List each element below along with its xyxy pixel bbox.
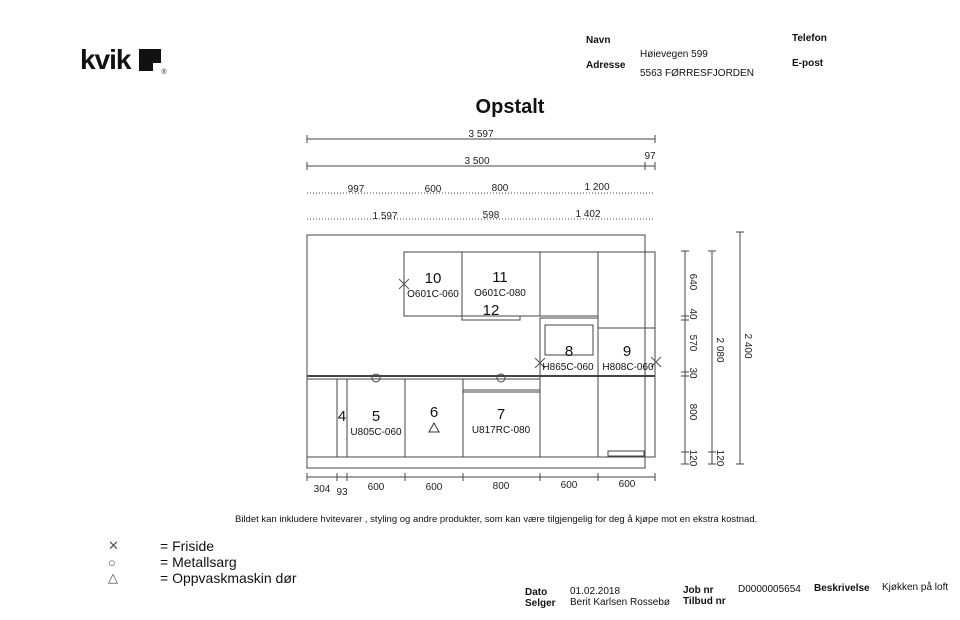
legend-label-metallsarg: = Metallsarg — [160, 554, 237, 570]
cabinet-10-number: 10 — [424, 270, 442, 287]
disclaimer-text: Bildet kan inkludere hvitevarer , styling og andre produkter, som kan være tilgjengelig for deg å kjøpe mot en ekstra kostnad. — [235, 514, 758, 525]
legend-label-friside: = Friside — [160, 538, 215, 554]
cabinet-9-code: H808C-060 — [602, 362, 654, 373]
circle-icon: ○ — [108, 554, 116, 570]
address-label: Adresse — [586, 60, 626, 71]
cabinet-11-number: 11 — [492, 269, 508, 286]
dim-97: 97 — [644, 151, 656, 162]
dim-right-30: 30 — [687, 367, 698, 379]
dim-1597: 1 597 — [372, 211, 398, 222]
date-label: Dato — [525, 587, 548, 598]
cabinet-11-code: O601C-080 — [474, 288, 526, 299]
cabinet-12-number: 12 — [482, 302, 500, 319]
dim-bottom-600c: 600 — [560, 480, 578, 491]
job-value: D0000005654 — [738, 584, 801, 595]
dim-1402: 1 402 — [575, 209, 601, 220]
cabinet-5-code: U805C-060 — [350, 427, 402, 438]
name-label: Navn — [586, 35, 611, 46]
dim-bottom-600a: 600 — [367, 482, 385, 493]
cabinet-5-number: 5 — [371, 408, 381, 425]
dim-600: 600 — [424, 184, 442, 195]
dim-bottom-800: 800 — [492, 481, 510, 492]
dim-598: 598 — [482, 210, 500, 221]
dim-right-640: 640 — [687, 273, 698, 291]
description-value: Kjøkken på loft — [882, 582, 949, 593]
seller-label: Selger — [525, 598, 556, 609]
logo-registered: ® — [161, 69, 166, 76]
address-line2: 5563 FØRRESFJORDEN — [640, 68, 754, 79]
dim-997: 997 — [347, 184, 365, 195]
legend-item-friside — [108, 538, 297, 554]
cabinet-6-number: 6 — [429, 404, 439, 421]
cross-icon: ✕ — [108, 538, 119, 553]
dim-800: 800 — [491, 183, 509, 194]
offer-label: Tilbud nr — [683, 596, 726, 607]
dim-right-2080: 2 080 — [714, 337, 725, 363]
dim-right-570: 570 — [687, 334, 698, 352]
page-title: Opstalt — [475, 96, 545, 118]
phone-label: Telefon — [792, 33, 827, 44]
cabinet-8-code: H865C-060 — [542, 362, 594, 373]
email-label: E-post — [792, 58, 824, 69]
legend-label-oppvaskmaskin: = Oppvaskmaskin dør — [160, 570, 297, 586]
dishwasher-triangle-icon — [429, 423, 439, 432]
dim-bottom-304: 304 — [313, 484, 331, 495]
dim-right-120: 120 — [687, 449, 698, 467]
dim-bottom-600d: 600 — [618, 479, 636, 490]
date-value: 01.02.2018 — [570, 586, 621, 597]
dim-bottom-93: 93 — [336, 487, 348, 498]
dim-right-2400: 2 400 — [742, 333, 753, 359]
dim-bottom-600b: 600 — [425, 482, 443, 493]
legend-item-metallsarg — [108, 554, 297, 570]
job-label: Job nr — [683, 585, 714, 596]
dim-right-40: 40 — [687, 308, 698, 320]
dim-1200: 1 200 — [584, 182, 610, 193]
address-line1: Høievegen 599 — [640, 49, 708, 60]
legend — [108, 538, 297, 586]
cabinet-7-number: 7 — [496, 406, 506, 423]
cabinet-7-code: U817RC-080 — [471, 425, 531, 436]
dim-3500: 3 500 — [464, 156, 490, 167]
cabinet-8-number: 8 — [564, 343, 574, 360]
cabinet-9-number: 9 — [622, 343, 632, 360]
logo-text: kvik — [80, 44, 131, 75]
dim-right-800: 800 — [687, 403, 698, 421]
legend-item-oppvaskmaskin — [108, 570, 297, 586]
cabinet-10-code: O601C-060 — [407, 289, 459, 300]
dim-total: 3 597 — [468, 129, 494, 140]
cabinet-4-number: 4 — [337, 408, 347, 425]
dim-right-120b: 120 — [714, 449, 725, 467]
seller-value: Berit Karlsen Rossebø — [570, 597, 671, 608]
triangle-icon: △ — [108, 570, 118, 585]
description-label: Beskrivelse — [814, 583, 870, 594]
